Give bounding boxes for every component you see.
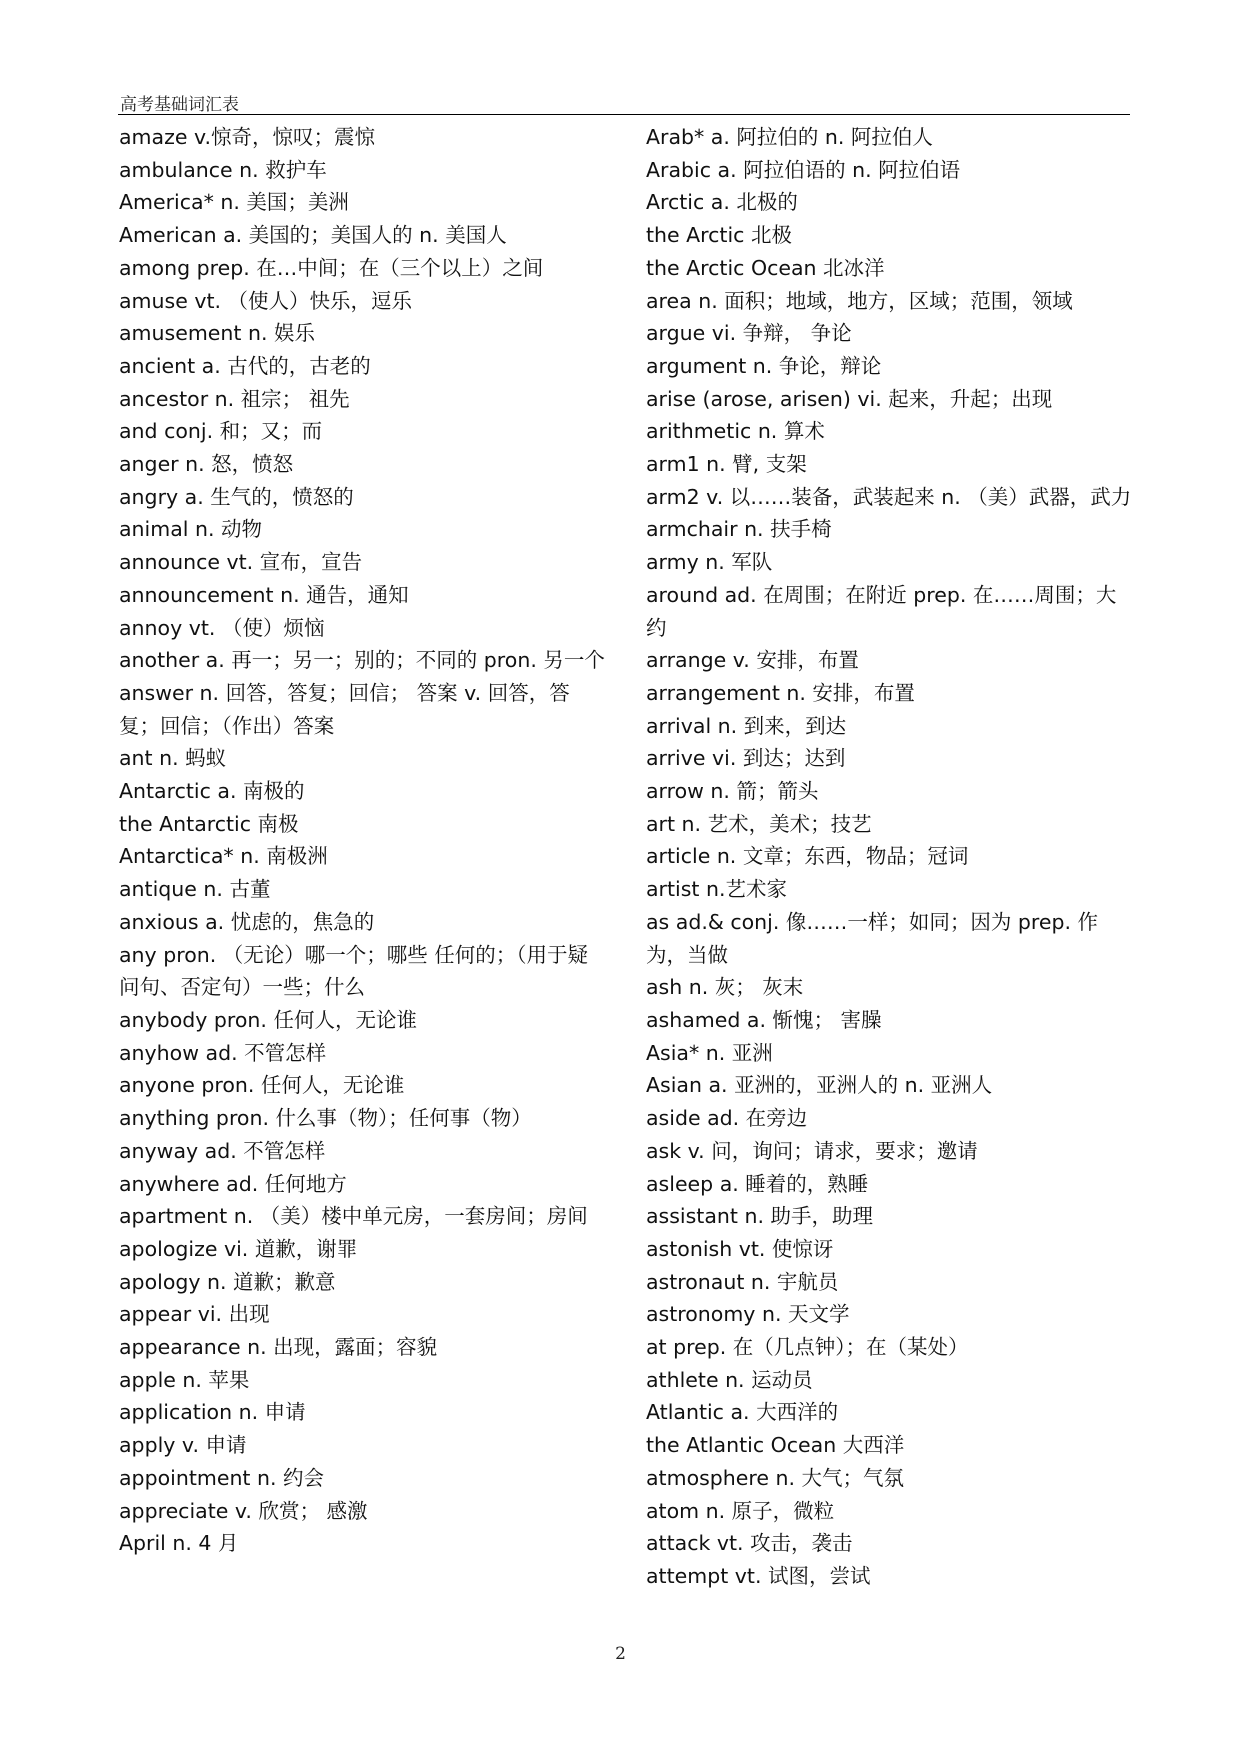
vocab-entry: anything pron. 什么事（物）；任何事（物） <box>119 1106 532 1131</box>
vocab-entry: astonish vt. 使惊讶 <box>646 1236 834 1261</box>
vocab-entry: ancient a. 古代的，古老的 <box>119 353 371 378</box>
vocab-entry: America* n. 美国；美洲 <box>119 190 349 215</box>
vocab-entry: the Arctic 北极 <box>646 223 792 248</box>
vocab-entry: apply v. 申请 <box>119 1433 247 1458</box>
vocab-entry: attack vt. 攻击，袭击 <box>646 1531 853 1556</box>
vocab-entry: Antarctic a. 南极的 <box>119 779 305 804</box>
right-column <box>646 121 1134 1593</box>
vocab-entry: at prep. 在（几点钟）；在（某处） <box>646 1335 969 1360</box>
vocab-entry: the Antarctic 南极 <box>119 811 299 836</box>
vocab-entry: arrival n. 到来，到达 <box>646 713 847 738</box>
vocab-entry: anyway ad. 不管怎样 <box>119 1138 326 1163</box>
vocab-entry: arrange v. 安排，布置 <box>646 648 859 673</box>
vocab-entry: appreciate v. 欣赏； 感激 <box>119 1498 368 1523</box>
vocab-entry: arithmetic n. 算术 <box>646 419 825 444</box>
vocab-entry: arrow n. 箭；箭头 <box>646 779 819 804</box>
vocab-entry: anger n. 怒，愤怒 <box>119 452 294 477</box>
vocab-entry: ashamed a. 惭愧； 害臊 <box>646 1007 882 1032</box>
vocab-entry: anyhow ad. 不管怎样 <box>119 1040 327 1065</box>
vocab-entry: anxious a. 忧虑的，焦急的 <box>119 909 375 934</box>
vocab-entry: the Atlantic Ocean 大西洋 <box>646 1433 905 1458</box>
vocab-entry: amaze v.惊奇，惊叹；震惊 <box>119 125 376 149</box>
vocab-entry: anyone pron. 任何人，无论谁 <box>119 1073 405 1098</box>
vocab-entry: anywhere ad. 任何地方 <box>119 1171 347 1196</box>
page-number: 2 <box>615 1644 626 1664</box>
vocab-entry: atmosphere n. 大气；气氛 <box>646 1465 905 1490</box>
page-header <box>118 90 1130 115</box>
vocab-entry: application n. 申请 <box>119 1400 306 1425</box>
vocab-entry: appearance n. 出现，露面；容貌 <box>119 1335 438 1360</box>
vocab-entry: astronaut n. 宇航员 <box>646 1269 839 1294</box>
vocab-entry: art n. 艺术，美术；技艺 <box>646 811 872 836</box>
vocab-entry: animal n. 动物 <box>119 517 263 542</box>
vocab-entry: arise (arose, arisen) vi. 起来，升起；出现 <box>646 386 1053 411</box>
vocab-entry: aside ad. 在旁边 <box>646 1106 808 1131</box>
vocab-entry: appear vi. 出现 <box>119 1302 270 1327</box>
vocab-entry: apologize vi. 道歉，谢罪 <box>119 1236 358 1261</box>
vocab-entry: apartment n. （美）楼中单元房，一套房间；房间 <box>119 1204 588 1229</box>
vocab-entry: Arab* a. 阿拉伯的 n. 阿拉伯人 <box>646 125 933 149</box>
vocab-entry: argue vi. 争辩， 争论 <box>646 321 852 346</box>
vocab-entry: astronomy n. 天文学 <box>646 1302 850 1327</box>
vocab-entry: army n. 军队 <box>646 550 773 575</box>
vocab-entry: among prep. 在…中间；在（三个以上）之间 <box>119 255 544 280</box>
vocab-entry: ant n. 蚂蚁 <box>119 746 227 771</box>
vocab-entry: amusement n. 娱乐 <box>119 321 315 346</box>
vocab-entry: Antarctica* n. 南极洲 <box>119 844 328 869</box>
vocab-entry: attempt vt. 试图，尝试 <box>646 1563 871 1588</box>
vocab-entry: any pron. （无论）哪一个；哪些 任何的；（用于疑问句、否定句）一些；什么 <box>119 942 589 1000</box>
vocab-entry: Asian a. 亚洲的，亚洲人的 n. 亚洲人 <box>646 1073 993 1098</box>
vocab-entry: angry a. 生气的，愤怒的 <box>119 484 354 509</box>
vocab-entry: American a. 美国的；美国人的 n. 美国人 <box>119 223 507 248</box>
vocab-entry: antique n. 古董 <box>119 877 271 902</box>
vocab-entry: ash n. 灰； 灰末 <box>646 975 804 1000</box>
vocab-entry: apple n. 苹果 <box>119 1367 250 1392</box>
header-title: 高考基础词汇表 <box>120 95 239 115</box>
vocab-entry: ambulance n. 救护车 <box>119 157 327 182</box>
vocab-entry: atom n. 原子，微粒 <box>646 1498 835 1523</box>
vocab-entry: appointment n. 约会 <box>119 1465 325 1490</box>
vocab-entry: arrangement n. 安排，布置 <box>646 680 915 705</box>
vocab-entry: argument n. 争论，辩论 <box>646 353 882 378</box>
vocab-entry: athlete n. 运动员 <box>646 1367 813 1392</box>
vocab-entry: assistant n. 助手，助理 <box>646 1204 873 1229</box>
vocab-entry: answer n. 回答，答复；回信； 答案 v. 回答，答复；回信；（作出）答案 <box>119 680 570 738</box>
vocab-entry: arm1 n. 臂, 支架 <box>646 452 807 477</box>
vocab-entry: the Arctic Ocean 北冰洋 <box>646 255 885 280</box>
vocab-entry: another a. 再一；另一；别的；不同的 pron. 另一个 <box>119 648 605 673</box>
vocab-entry: Arctic a. 北极的 <box>646 190 798 215</box>
vocab-entry: Arabic a. 阿拉伯语的 n. 阿拉伯语 <box>646 157 961 182</box>
vocab-entry: armchair n. 扶手椅 <box>646 517 832 542</box>
vocab-entry: Atlantic a. 大西洋的 <box>646 1400 839 1425</box>
vocab-entry: area n. 面积；地域，地方，区域；范围，领域 <box>646 288 1073 313</box>
vocab-entry: Asia* n. 亚洲 <box>646 1040 773 1065</box>
vocab-entry: asleep a. 睡着的，熟睡 <box>646 1171 869 1196</box>
vocab-entry: apology n. 道歉；歉意 <box>119 1269 336 1294</box>
vocab-entry: April n. 4 月 <box>119 1531 239 1556</box>
vocab-entry: and conj. 和；又；而 <box>119 419 323 444</box>
vocab-entry: ask v. 问，询问；请求，要求；邀请 <box>646 1138 978 1163</box>
vocab-entry: around ad. 在周围；在附近 prep. 在……周围；大约 <box>646 582 1117 640</box>
vocab-entry: arrive vi. 到达；达到 <box>646 746 846 771</box>
vocab-entry: amuse vt. （使人）快乐，逗乐 <box>119 288 413 313</box>
vocab-entry: announce vt. 宣布，宣告 <box>119 550 363 575</box>
vocab-entry: anybody pron. 任何人，无论谁 <box>119 1007 417 1032</box>
vocab-entry: announcement n. 通告，通知 <box>119 582 409 607</box>
left-column <box>119 121 607 1560</box>
vocab-entry: as ad.& conj. 像……一样；如同；因为 prep. 作为，当做 <box>646 909 1099 967</box>
vocab-entry: annoy vt. （使）烦恼 <box>119 615 325 640</box>
vocab-entry: arm2 v. 以……装备，武装起来 n. （美）武器，武力 <box>646 484 1132 509</box>
vocab-entry: ancestor n. 祖宗； 祖先 <box>119 386 350 411</box>
vocab-entry: article n. 文章；东西，物品；冠词 <box>646 844 969 869</box>
vocab-entry: artist n.艺术家 <box>646 877 787 902</box>
